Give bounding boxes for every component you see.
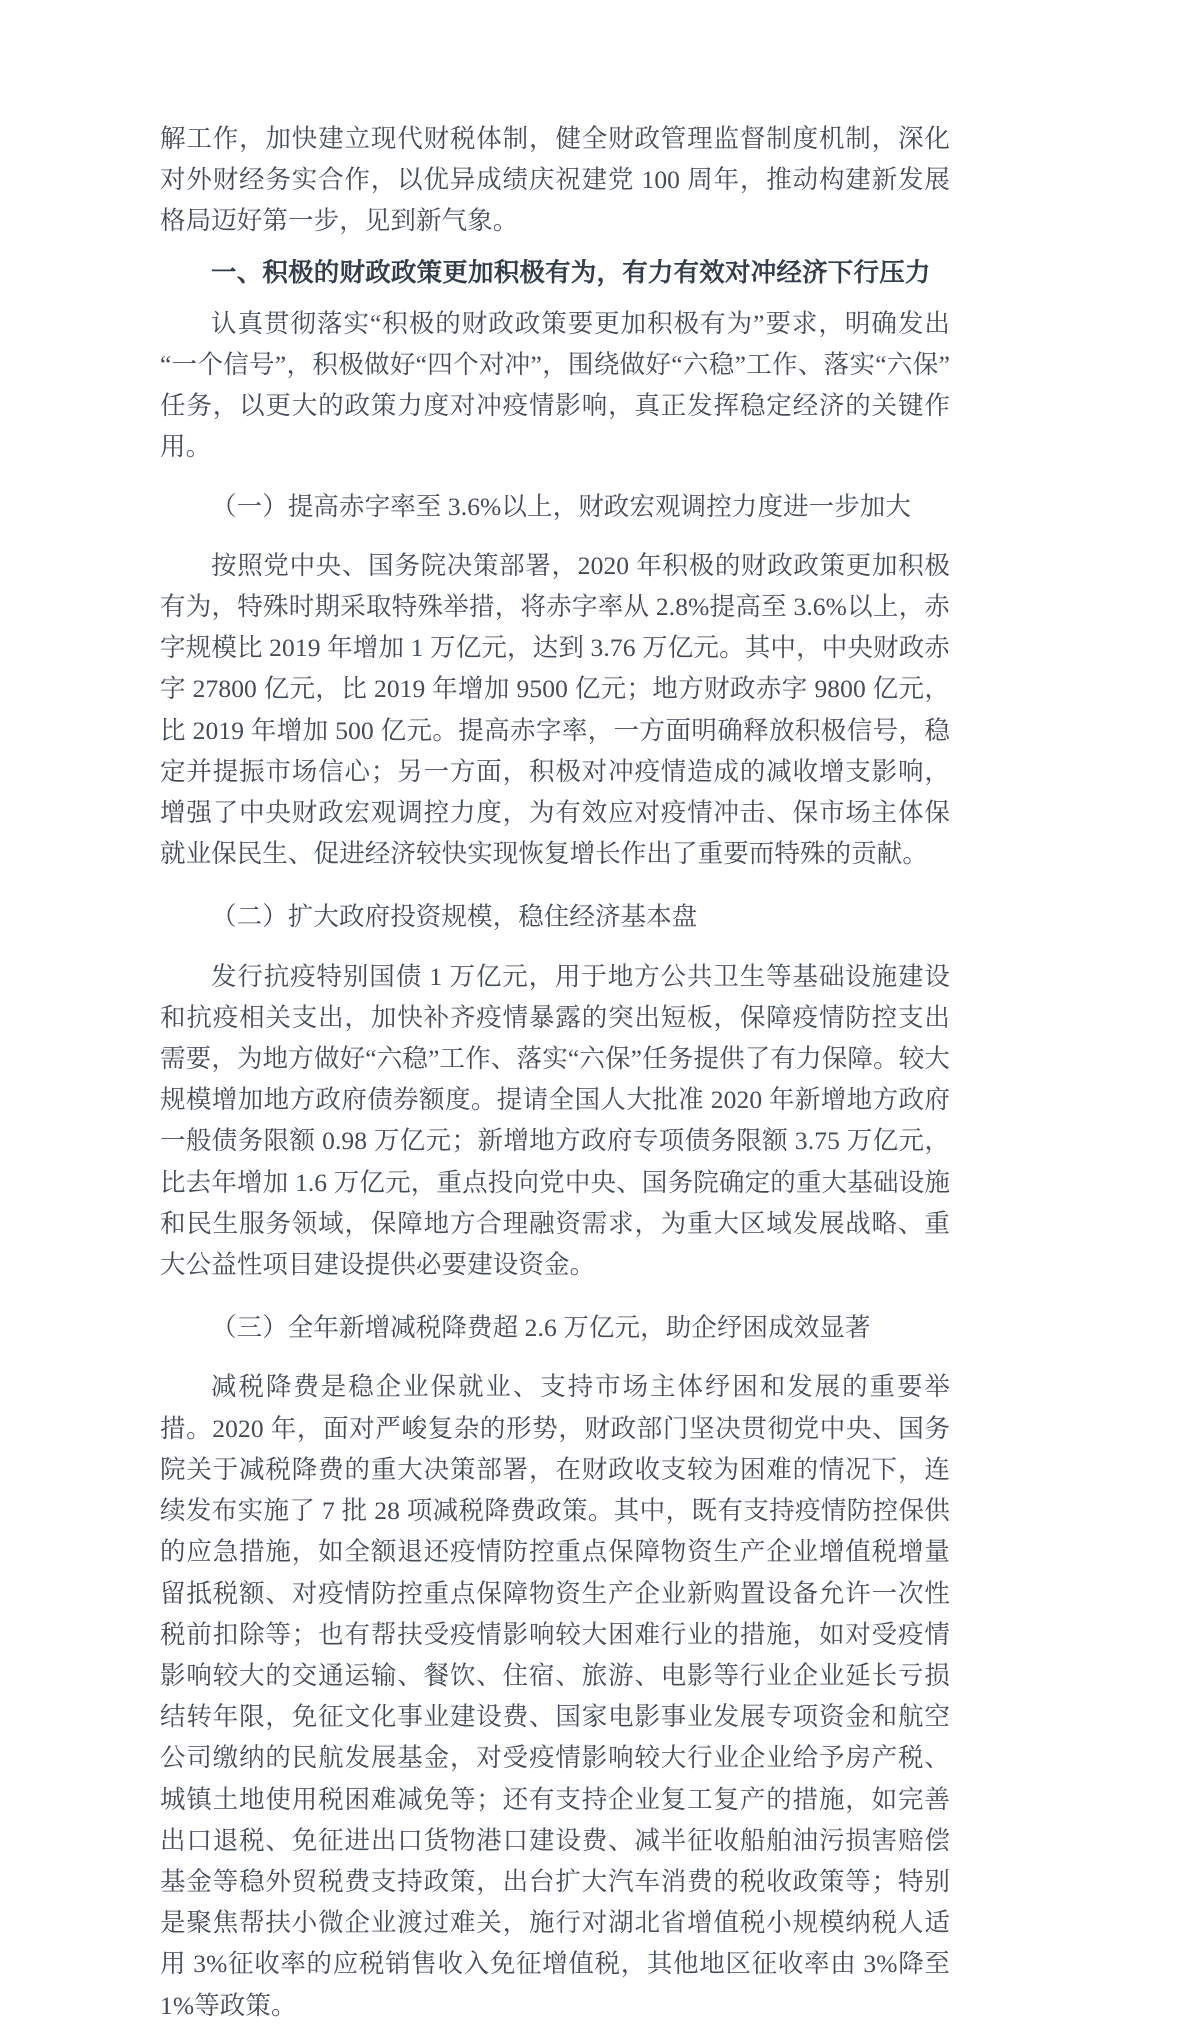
section-one-heading: 一、积极的财政政策更加积极有为，有力有效对冲经济下行压力 [211,257,931,287]
spacer [160,938,950,956]
document-body [160,118,950,2026]
spacer [160,242,950,252]
spacer [160,468,950,486]
spacer [160,1285,950,1307]
section-one-intro-paragraph: 认真贯彻落实“积极的财政政策要更加积极有为”要求，明确发出“一个信号”，积极做好“四个对冲”，围绕做好“六稳”工作、落实“六保”任务，以更大的政策力度对冲疫情影响，真正发挥稳定经济的关键作用。 [160,308,950,462]
spacer [160,1348,950,1366]
opening-paragraph: 解工作，加快建立现代财税体制，健全财政管理监督制度机制，深化对外财经务实合作，以优异成绩庆祝建党 100 周年，推动构建新发展格局迈好第一步，见到新气象。 [160,124,950,236]
spacer [160,527,950,545]
subsection-three-heading: （三）全年新增减税降费超 2.6 万亿元，助企纾困成效显著 [211,1313,871,1343]
subsection-one-heading: （一）提高赤字率至 3.6%以上，财政宏观调控力度进一步加大 [211,491,911,521]
subsection-two-paragraph: 发行抗疫特别国债 1 万亿元，用于地方公共卫生等基础设施建设和抗疫相关支出，加快补齐疫情暴露的突出短板，保障疫情防控支出需要，为地方做好“六稳”工作、落实“六保”任务提供了有力保障。较大规模增加地方政府债券额度。提请全国人大批准 2020 年新增地方政府一般债务限额 0.98 万亿元；新增地方政府专项债务限额 3.75 万亿元，比去年增加 1.6 万亿元，重点投向党中央、国务院确定的重大基础设施和民生服务领域，保障地方合理融资需求，为重大区域发展战略、重大公益性项目建设提供必要建设资金。 [160,961,950,1280]
spacer [160,293,950,303]
spacer [160,874,950,896]
subsection-one-paragraph: 按照党中央、国务院决策部署，2020 年积极的财政政策更加积极有为，特殊时期采取特殊举措，将赤字率从 2.8%提高至 3.6%以上，赤字规模比 2019 年增加 1 万亿元，达到 3.76 万亿元。其中，中央财政赤字 27800 亿元，比 2019 年增加 9500 亿元；地方财政赤字 9800 亿元，比 2019 年增加 500 亿元。提高赤字率，一方面明确释放积极信号，稳定并提振市场信心；另一方面，积极对冲疫情造成的减收增支影响，增强了中央财政宏观调控力度，为有效应对疫情冲击、保市场主体保就业保民生、促进经济较快实现恢复增长作出了重要而特殊的贡献。 [160,550,950,869]
subsection-three-paragraph: 减税降费是稳企业保就业、支持市场主体纾困和发展的重要举措。2020 年，面对严峻复杂的形势，财政部门坚决贯彻党中央、国务院关于减税降费的重大决策部署，在财政收支较为困难的情况下，连续发布实施了 7 批 28 项减税降费政策。其中，既有支持疫情防控保供的应急措施，如全额退还疫情防控重点保障物资生产企业增值税增量留抵税额、对疫情防控重点保障物资生产企业新购置设备允许一次性税前扣除等；也有帮扶受疫情影响较大困难行业的措施，如对受疫情影响较大的交通运输、餐饮、住宿、旅游、电影等行业企业延长亏损结转年限，免征文化事业建设费、国家电影事业发展专项资金和航空公司缴纳的民航发展基金，对受疫情影响较大行业企业给予房产税、城镇土地使用税困难减免等；还有支持企业复工复产的措施，如完善出口退税、免征进出口货物港口建设费、减半征收船舶油污损害赔偿基金等稳外贸税费支持政策，出台扩大汽车消费的税收政策等；特别是聚焦帮扶小微企业渡过难关，施行对湖北省增值税小规模纳税人适用 3%征收率的应税销售收入免征增值税，其他地区征收率由 3%降至 1%等政策。 [160,1372,950,2020]
subsection-two-heading: （二）扩大政府投资规模，稳住经济基本盘 [211,902,698,932]
